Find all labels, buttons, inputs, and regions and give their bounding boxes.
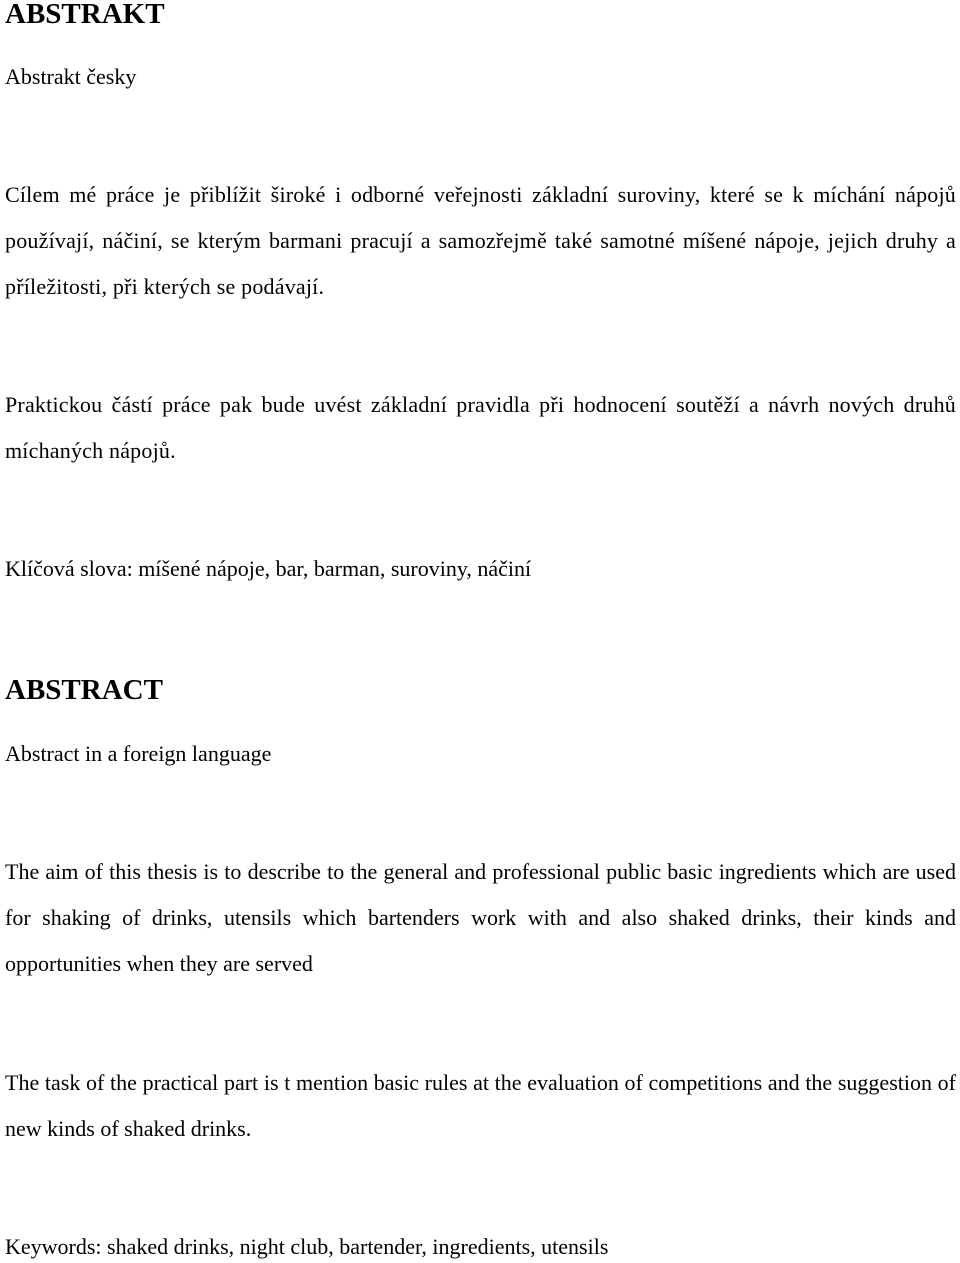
czech-keywords: Klíčová slova: míšené nápoje, bar, barman, suroviny, náčiní [5, 556, 532, 581]
czech-abstract-paragraph-2: Praktickou částí práce pak bude uvést základní pravidla při hodnocení soutěží a návrh nových druhů míchaných nápojů. [5, 392, 956, 463]
czech-abstract-paragraph-1: Cílem mé práce je přiblížit široké i odborné veřejnosti základní suroviny, které se k míchání nápojů používají, náčiní, se kterým barmani pracují a samozřejmě také samotné míšené nápoje, jejich druhy a příležitosti, při kterých se podávají. [5, 182, 956, 299]
english-abstract-subheading: Abstract in a foreign language [5, 741, 272, 766]
english-keywords: Keywords: shaked drinks, night club, bartender, ingredients, utensils [5, 1234, 609, 1259]
english-abstract-paragraph-2: The task of the practical part is t mention basic rules at the evaluation of competitions and the suggestion of new kinds of shaked drinks. [5, 1070, 956, 1141]
english-abstract-paragraph-1: The aim of this thesis is to describe to the general and professional public basic ingredients which are used for shaking of drinks, utensils which bartenders work with and also shaked drinks, their kinds and opportunities when they are served [5, 859, 956, 976]
czech-abstract-heading: ABSTRAKT [5, 0, 165, 30]
czech-abstract-subheading: Abstrakt česky [5, 64, 137, 89]
english-abstract-heading: ABSTRACT [5, 674, 163, 706]
